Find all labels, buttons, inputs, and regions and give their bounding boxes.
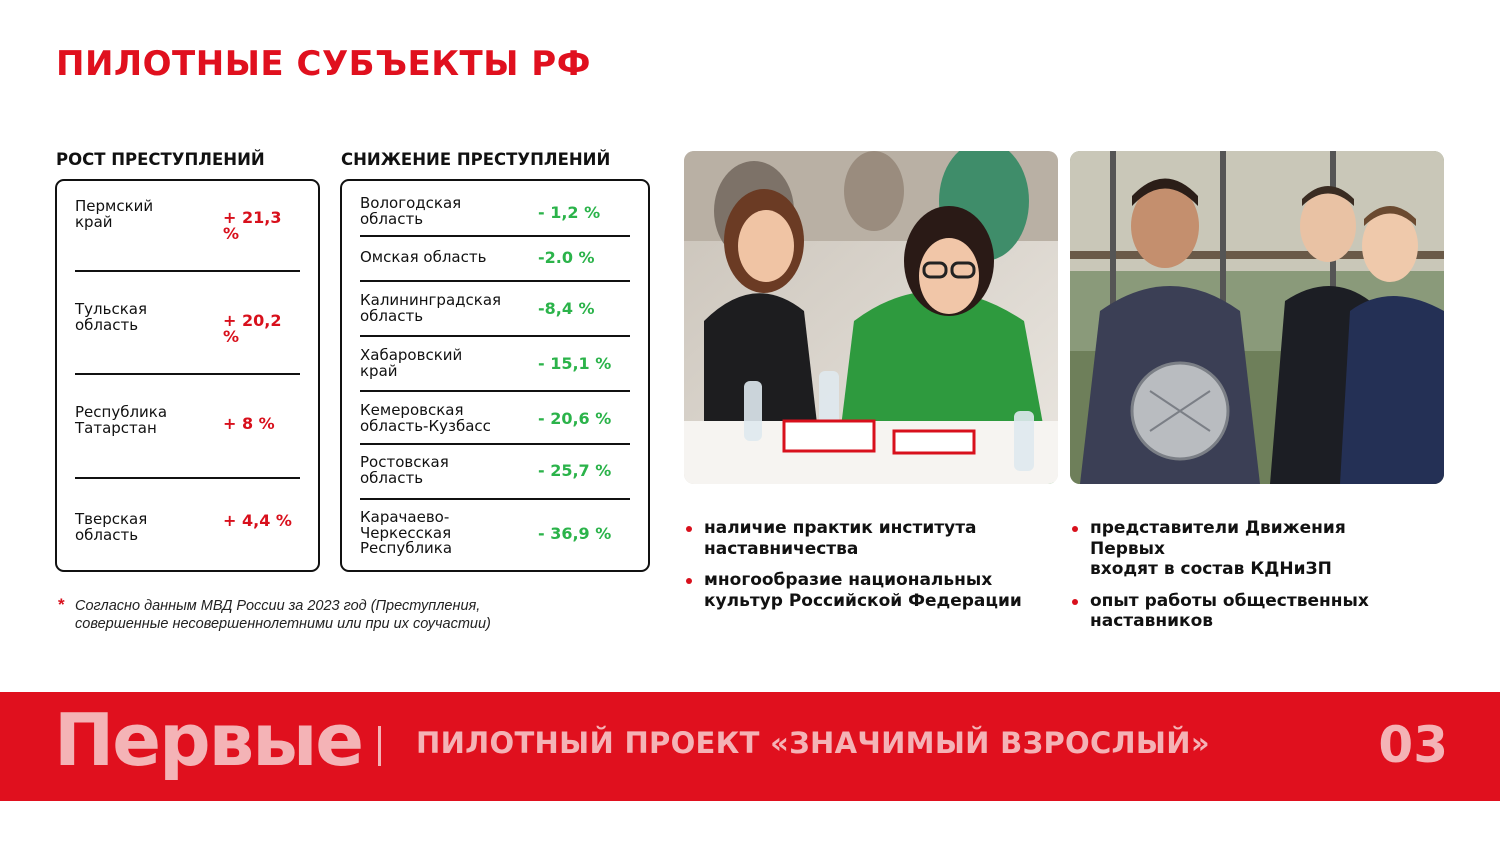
- bullet-dot-icon: [1072, 599, 1078, 605]
- region-name: Вологодская область: [360, 194, 462, 228]
- region-name: Пермский край: [75, 197, 154, 231]
- region-name: Омская область: [360, 248, 487, 266]
- growth-value: + 8 %: [223, 414, 275, 433]
- photo-women-at-table: [684, 151, 1058, 484]
- region-name: Хабаровский край: [360, 346, 463, 380]
- photo-man-with-teenagers-and-ball: [1070, 151, 1444, 484]
- decline-value: - 15,1 %: [538, 354, 612, 373]
- brand-logo: Первые: [54, 698, 363, 782]
- asterisk-icon: *: [58, 595, 65, 614]
- region-name: Тульская область: [75, 300, 147, 334]
- row-divider: [75, 477, 300, 479]
- growth-table: [55, 179, 320, 572]
- list-item: наличие практик института наставничества: [686, 518, 1036, 559]
- region-name: Ростовская область: [360, 453, 449, 487]
- list-item: многообразие национальных культур Российской Федерации: [686, 570, 1036, 611]
- page-title: ПИЛОТНЫЕ СУБЪЕКТЫ РФ: [56, 44, 591, 84]
- decline-value: - 20,6 %: [538, 409, 612, 428]
- decline-heading: СНИЖЕНИЕ ПРЕСТУПЛЕНИЙ: [341, 150, 611, 169]
- region-name: Кемеровская область-Кузбасс: [360, 401, 491, 435]
- bullet-list-right: [1072, 518, 1422, 643]
- growth-value: + 20,2 %: [223, 311, 282, 346]
- growth-value: + 4,4 %: [223, 511, 292, 530]
- bullet-dot-icon: [686, 578, 692, 584]
- region-name: Тверская область: [75, 510, 148, 544]
- bullet-dot-icon: [686, 526, 692, 532]
- footnote: * Согласно данным МВД России за 2023 год (Преступления, совершенные несовершеннолетними или при их соучастии): [58, 595, 491, 632]
- decline-value: -8,4 %: [538, 299, 595, 318]
- decline-value: - 36,9 %: [538, 524, 612, 543]
- list-item: опыт работы общественных наставников: [1072, 591, 1422, 632]
- growth-value: + 21,3 %: [223, 208, 282, 243]
- page-number: 03: [1378, 716, 1448, 774]
- row-divider: [360, 498, 630, 500]
- footer-divider: [378, 726, 381, 766]
- region-name: Карачаево- Черкесская Республика: [360, 508, 453, 557]
- growth-heading: РОСТ ПРЕСТУПЛЕНИЙ: [56, 150, 265, 169]
- row-divider: [75, 373, 300, 375]
- decline-value: - 1,2 %: [538, 203, 601, 222]
- row-divider: [360, 235, 630, 237]
- row-divider: [360, 390, 630, 392]
- bullet-dot-icon: [1072, 526, 1078, 532]
- row-divider: [75, 270, 300, 272]
- footer-bar: [0, 692, 1500, 801]
- region-name: Калининградская область: [360, 291, 502, 325]
- list-item: представители Движения Первых входят в состав КДНиЗП: [1072, 518, 1422, 580]
- bullet-list-left: [686, 518, 1036, 622]
- project-title: ПИЛОТНЫЙ ПРОЕКТ «ЗНАЧИМЫЙ ВЗРОСЛЫЙ»: [416, 726, 1210, 760]
- decline-table: [340, 179, 650, 572]
- decline-value: -2.0 %: [538, 248, 595, 267]
- row-divider: [360, 335, 630, 337]
- decline-value: - 25,7 %: [538, 461, 612, 480]
- row-divider: [360, 280, 630, 282]
- row-divider: [360, 443, 630, 445]
- region-name: Республика Татарстан: [75, 403, 168, 437]
